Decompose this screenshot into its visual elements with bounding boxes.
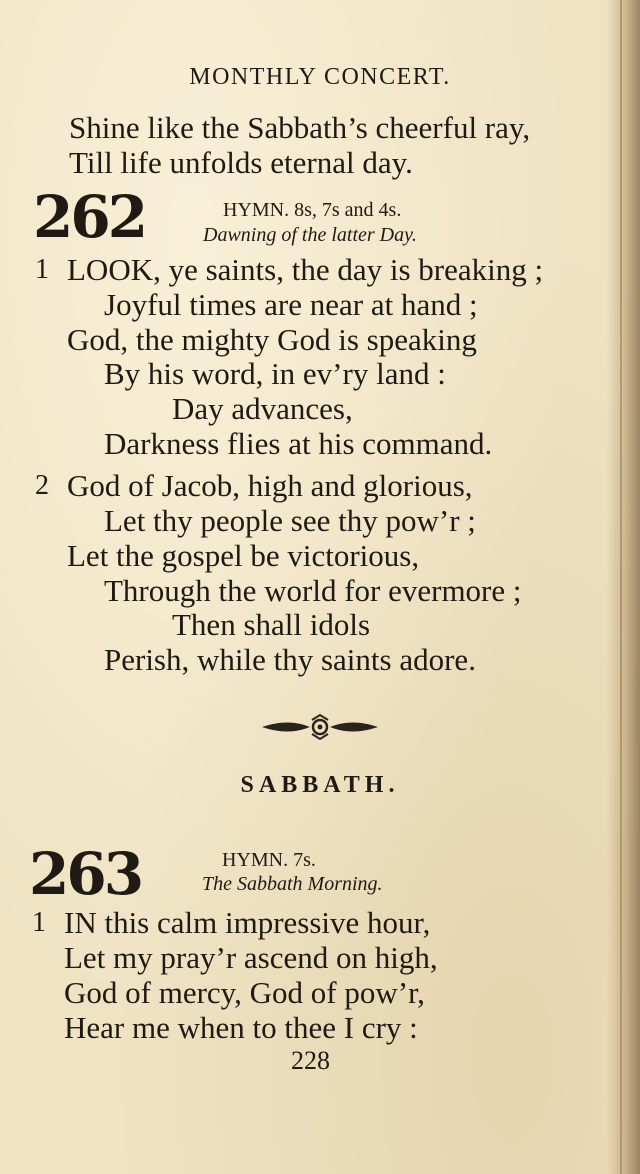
hymn-262-v1-line-4: By his word, in ev’ry land : (104, 356, 446, 391)
hymn-263-verse-1-number: 1 (32, 907, 46, 938)
hymn-262-v1-line-3: God, the mighty God is speaking (67, 322, 477, 357)
hymn-263-subtitle: The Sabbath Morning. (202, 873, 383, 895)
hymn-262-v2-line-1: God of Jacob, high and glorious, (67, 468, 473, 503)
page-edge-shadow (606, 0, 640, 1174)
running-header: MONTHLY CONCERT. (189, 64, 451, 90)
hymn-262-v1-line-5: Day advances, (172, 391, 353, 426)
hymn-262-verse-1-number: 1 (35, 254, 49, 285)
hymn-262-v2-line-6: Perish, while thy saints adore. (104, 642, 476, 677)
top-line-1: Shine like the Sabbath’s cheerful ray, (69, 110, 531, 145)
hymn-262-v2-line-5: Then shall idols (172, 607, 371, 642)
hymn-262-v2-line-2: Let thy people see thy pow’r ; (104, 503, 476, 538)
hymn-263-meter: HYMN. 7s. (222, 849, 316, 871)
hymn-262-v1-line-6: Darkness flies at his command. (104, 426, 493, 461)
hymn-number-263: 263 (29, 840, 142, 908)
hymn-262-verse-2-number: 2 (35, 470, 49, 501)
hymn-262-v1-line-1: LOOK, ye saints, the day is breaking ; (67, 252, 544, 287)
hymn-262-v2-line-3: Let the gospel be victorious, (67, 538, 420, 573)
hymn-263-v1-line-2: Let my pray’r ascend on high, (64, 940, 438, 975)
hymn-263-v1-line-3: God of mercy, God of pow’r, (64, 975, 425, 1010)
hymn-263-v1-line-1: IN this calm impressive hour, (64, 905, 431, 940)
top-line-2: Till life unfolds eternal day. (69, 145, 413, 180)
hymn-262-subtitle: Dawning of the latter Day. (203, 224, 417, 246)
hymn-262-v2-line-4: Through the world for evermore ; (104, 573, 522, 608)
section-title: SABBATH. (240, 772, 400, 798)
hymn-263-v1-line-4: Hear me when to thee I cry : (64, 1010, 418, 1045)
hymn-262-meter: HYMN. 8s, 7s and 4s. (223, 199, 402, 221)
hymn-262-v1-line-2: Joyful times are near at hand ; (104, 287, 478, 322)
ornament-divider-icon (260, 712, 380, 742)
hymn-number-262: 262 (33, 183, 146, 251)
page-number: 228 (291, 1046, 330, 1075)
